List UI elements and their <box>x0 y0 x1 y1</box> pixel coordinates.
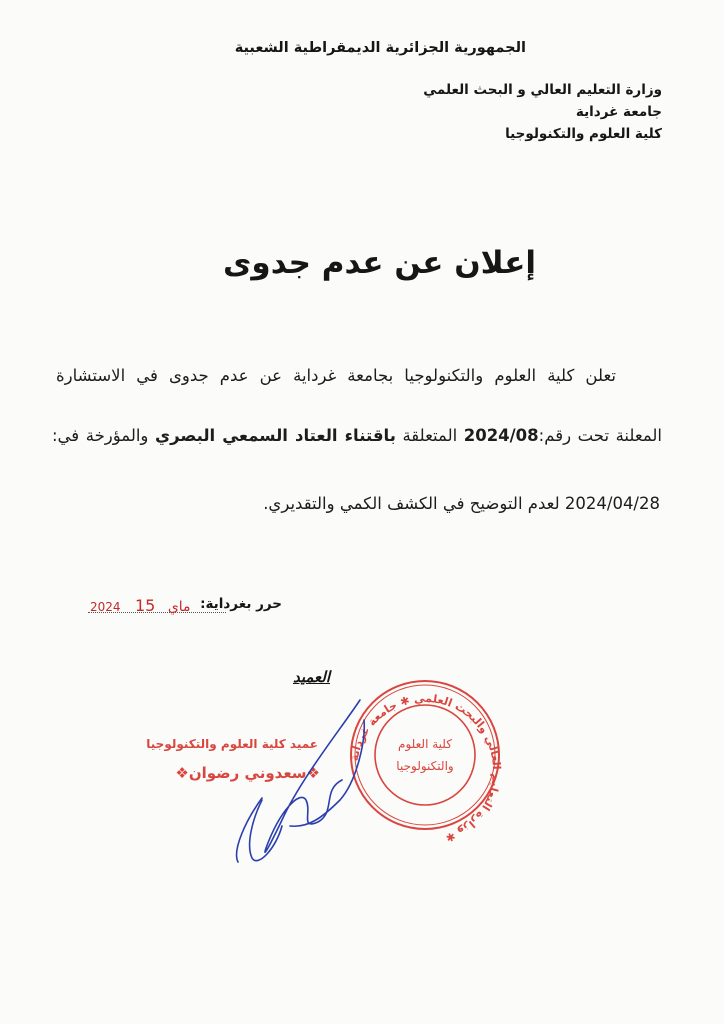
dean-label: العميد <box>292 668 330 686</box>
official-seal <box>348 681 503 845</box>
issue-date-month: ماي <box>167 599 191 615</box>
seal-inner-line-2: والتكنولوجيا <box>396 759 454 773</box>
seal-outer-text: وزارة التعليم العالي والبحث العلمي ✱ جامعة غرداية ✱ <box>347 691 504 845</box>
university-header: جامعة غرداية <box>575 104 662 120</box>
reason-text: لعدم التوضيح في الكشف الكمي والتقديري. <box>263 494 560 513</box>
consultation-subject: باقتناء العتاد السمعي البصري <box>154 426 396 445</box>
ministry-header: وزارة التعليم العالي و البحث العلمي <box>423 82 662 98</box>
dean-stamp-name: ❖سعدوني رضوان❖ <box>175 764 320 782</box>
body-line-1-text: تعلن كلية العلوم والتكنولوجيا بجامعة غرداية عن عدم جدوى في الاستشارة <box>56 366 616 385</box>
dean-stamp-title: عميد كلية العلوم والتكنولوجيا <box>146 737 318 751</box>
republic-header: الجمهورية الجزائرية الديمقراطية الشعبية <box>234 40 526 56</box>
issued-at-label: حرر بغرداية: <box>200 596 282 612</box>
issue-date-day: 15 <box>135 596 156 615</box>
seal-inner-line-1: كلية العلوم <box>398 737 452 751</box>
consultation-number: 2024/08 <box>463 426 539 445</box>
dated-label: والمؤرخة في: <box>52 426 149 445</box>
related-label: المتعلقة <box>402 426 458 445</box>
handwritten-signature <box>237 700 365 862</box>
document-title: إعلان عن عدم جدوى <box>223 245 536 281</box>
faculty-header: كلية العلوم والتكنولوجيا <box>505 126 662 142</box>
consultation-label: المعلنة تحت رقم: <box>538 426 662 445</box>
consultation-date: 2024/04/28 <box>564 494 660 513</box>
issue-date-year: 2024 <box>90 600 121 614</box>
